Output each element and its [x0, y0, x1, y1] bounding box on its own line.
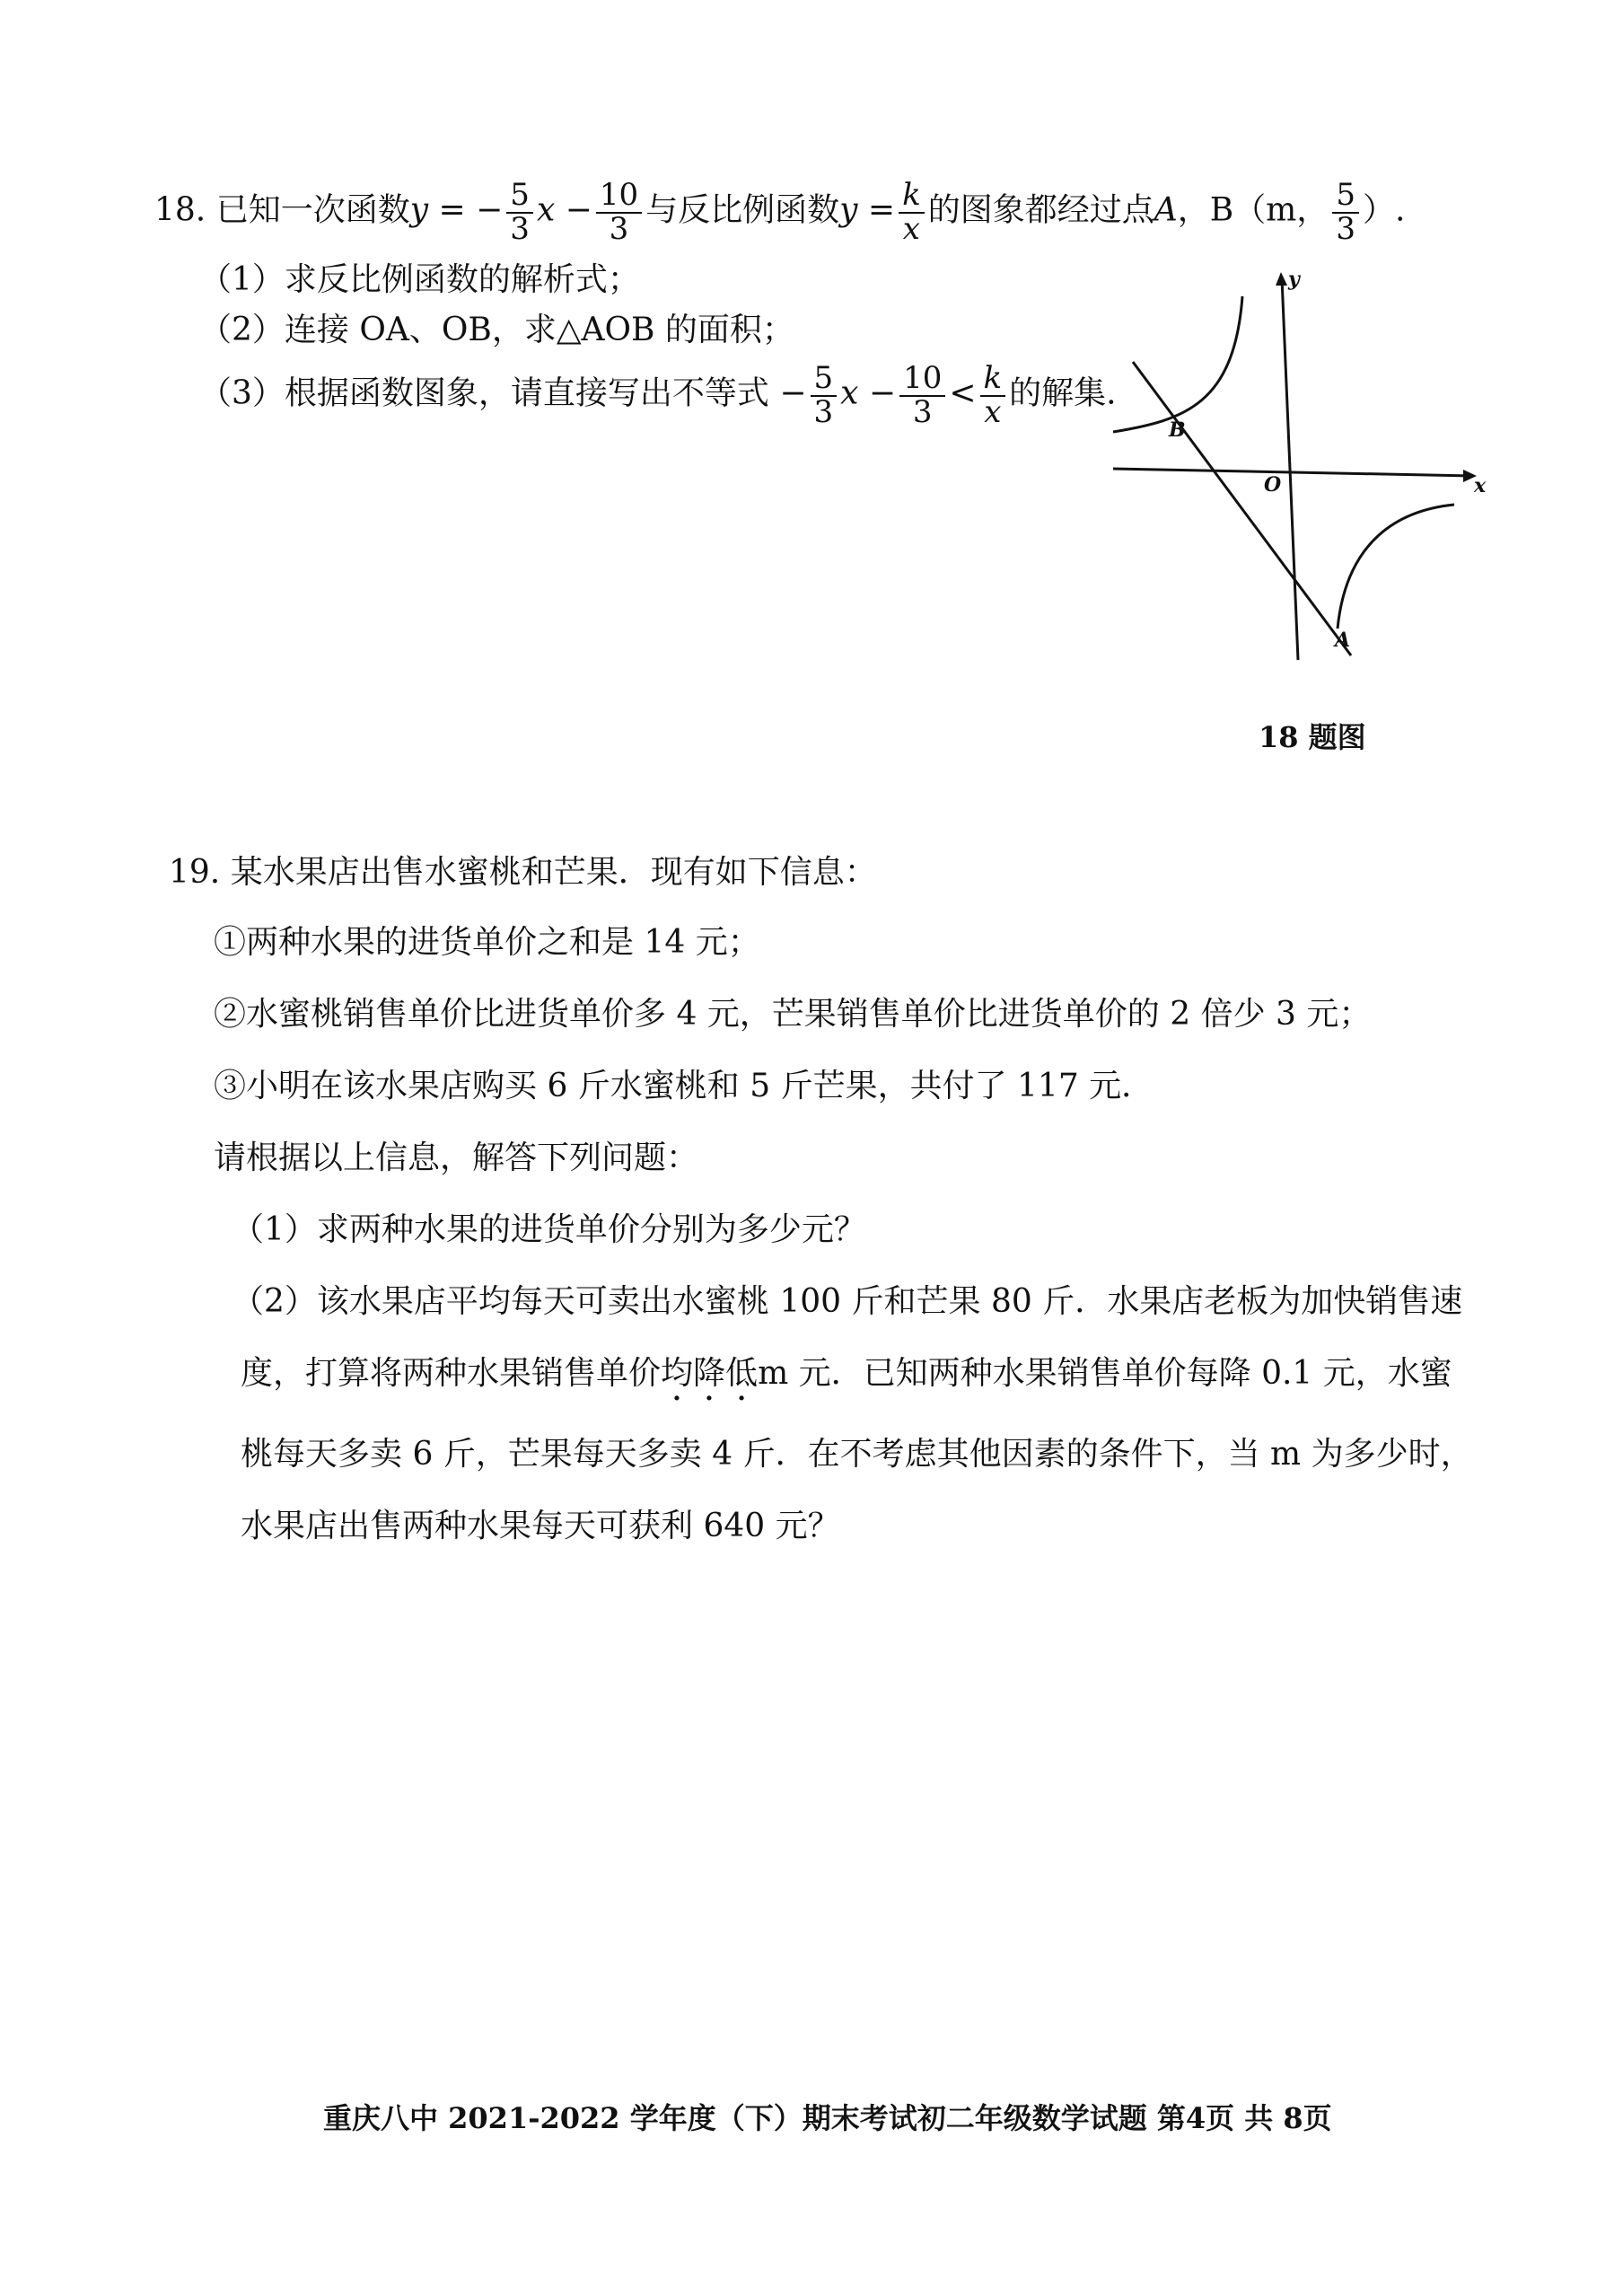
q18-part2: （2）连接 OA、OB，求△AOB 的面积； — [199, 312, 794, 348]
q18-part1: （1）求反比例函数的解析式； — [199, 261, 640, 298]
label-o: O — [1264, 473, 1282, 497]
linear-graph — [1133, 362, 1351, 655]
fraction: $\frac{5}{3}$ — [1332, 180, 1359, 245]
q18-stem: 18. 已知一次函数y = − $\frac{5}{3}$ x − $\frac{10}{3}$ 与反比例函数y = $\frac{k}{x}$ 的图象都经过点A，B（m， $\frac{5}{3}$ ）. — [154, 177, 1406, 247]
fraction: $\frac{5}{3}$ — [506, 180, 533, 245]
fraction: $\frac{k}{x}$ — [899, 180, 925, 245]
fraction: $\frac{10}{3}$ — [899, 363, 945, 428]
label-y: y — [1288, 268, 1300, 291]
q19-part2-line4: 水果店出售两种水果每天可获利 640 元？ — [241, 1508, 840, 1544]
label-x: x — [1474, 474, 1487, 497]
y-axis-arrow — [1276, 272, 1287, 286]
y-axis — [1282, 278, 1298, 660]
q19-prompt: 请根据以上信息，解答下列问题： — [214, 1139, 699, 1176]
q19-info1: ①两种水果的进货单价之和是 14 元； — [214, 924, 760, 961]
x-axis — [1113, 469, 1472, 476]
q19-part2-line3: 桃每天多卖 6 斤，芒果每天多卖 4 斤．在不考虑其他因素的条件下，当 m 为多少时， — [241, 1436, 1473, 1473]
q19-number: 19. — [169, 854, 221, 891]
q19-part2-line1: （2）该水果店平均每天可卖出水蜜桃 100 斤和芒果 80 斤．水果店老板为加快销售速 — [232, 1283, 1463, 1320]
label-a: A — [1335, 629, 1351, 652]
q19-part1: （1）求两种水果的进货单价分别为多少元？ — [232, 1211, 866, 1248]
fraction: $\frac{10}{3}$ — [596, 180, 642, 245]
label-b: B — [1169, 418, 1186, 442]
q19-info3: ③小明在该水果店购买 6 斤水蜜桃和 5 斤芒果，共付了 117 元． — [214, 1068, 1154, 1104]
hyperbola-branch-upper — [1113, 296, 1242, 432]
q19-part2-line2: 度，打算将两种水果销售单价均降低m 元．已知两种水果销售单价每降 0.1 元，水蜜 — [241, 1355, 1452, 1392]
fraction: $\frac{5}{3}$ — [811, 363, 838, 428]
q19-stem: 19. 某水果店出售水蜜桃和芒果．现有如下信息： — [169, 854, 877, 891]
hyperbola-branch-lower — [1338, 505, 1454, 629]
q18-number: 18. — [154, 191, 206, 229]
figure-caption: 18 题图 — [1259, 720, 1366, 754]
q19-info2: ②水蜜桃销售单价比进货单价多 4 元，芒果销售单价比进货单价的 2 倍少 3 元； — [214, 996, 1372, 1033]
page-footer: 重庆八中 2021-2022 学年度（下）期末考试初二年级数学试题 第4页 共 8页 — [323, 2101, 1332, 2135]
fraction: $\frac{k}{x}$ — [980, 363, 1006, 428]
q18-part3: （3）根据函数图象，请直接写出不等式 − $\frac{5}{3}$ x − $\frac{10}{3}$ < $\frac{k}{x}$ 的解集. — [199, 360, 1117, 430]
